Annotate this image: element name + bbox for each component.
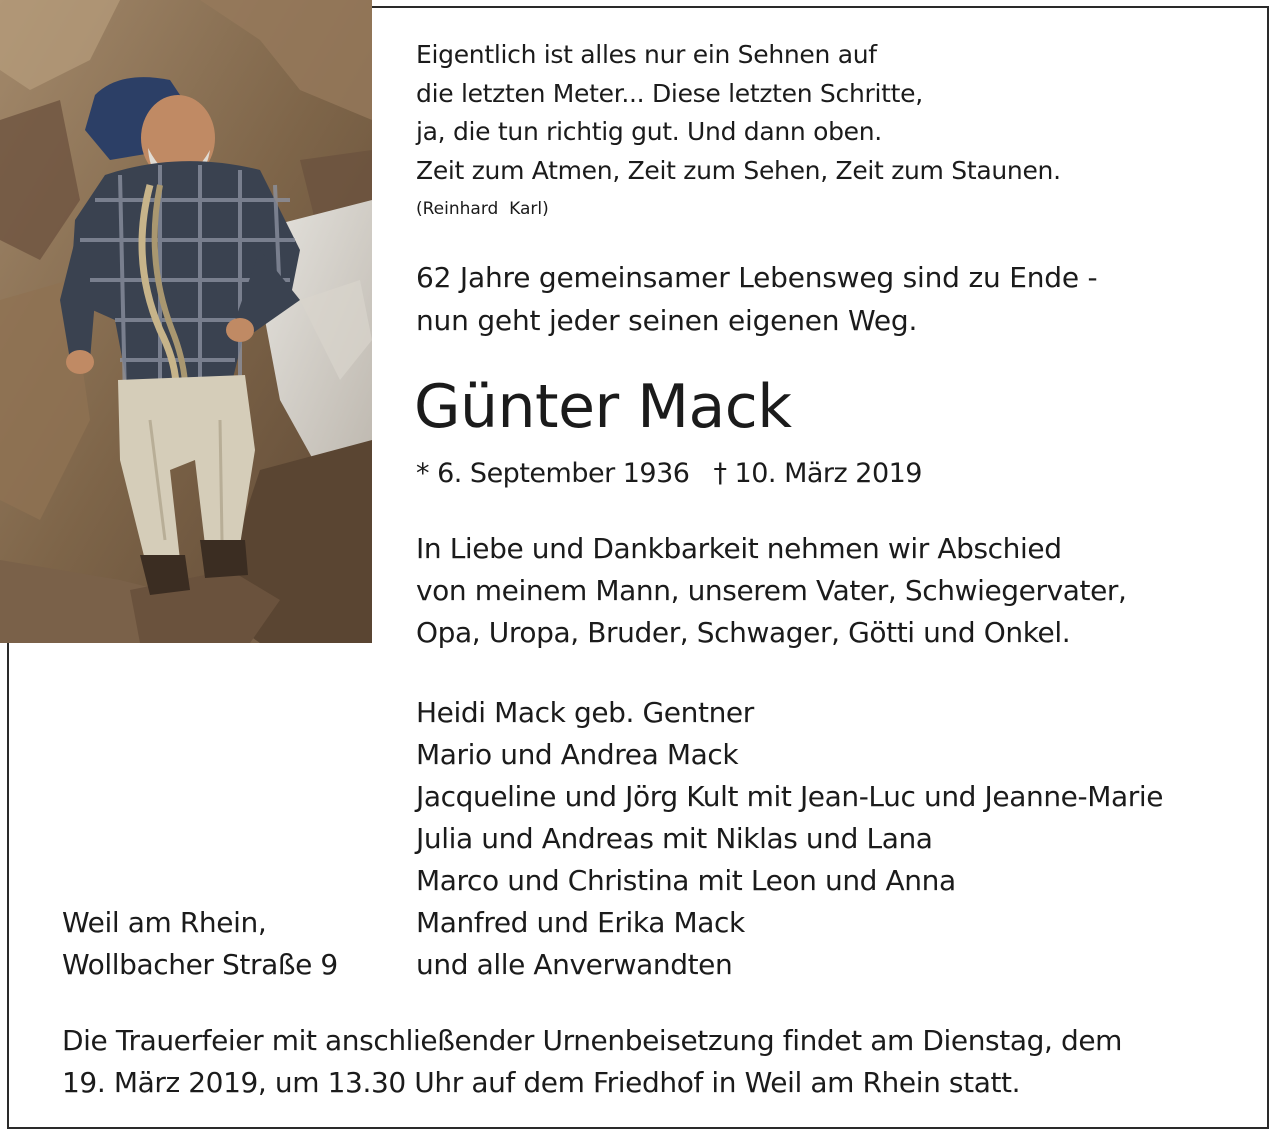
- death-date: † 10. März 2019: [713, 458, 922, 489]
- address-street: Wollbacher Straße 9: [62, 948, 338, 981]
- farewell-line: In Liebe und Dankbarkeit nehmen wir Abschied: [416, 532, 1062, 565]
- quote-line: Zeit zum Atmen, Zeit zum Sehen, Zeit zum Staunen.: [416, 155, 1061, 185]
- mourners-list: [416, 692, 1163, 986]
- farewell-text: [416, 528, 1127, 654]
- farewell-line: Opa, Uropa, Bruder, Schwager, Götti und Onkel.: [416, 616, 1071, 649]
- mourner-entry: und alle Anverwandten: [416, 948, 733, 981]
- journey-line: 62 Jahre gemeinsamer Lebensweg sind zu Ende -: [416, 261, 1098, 294]
- mourner-entry: Marco und Christina mit Leon und Anna: [416, 864, 956, 897]
- journey-line: nun geht jeder seinen eigenen Weg.: [416, 304, 918, 337]
- birth-date: * 6. September 1936: [416, 458, 690, 489]
- life-dates: [416, 455, 922, 493]
- quote-line: ja, die tun richtig gut. Und dann oben.: [416, 117, 882, 146]
- funeral-service-info: [62, 1020, 1122, 1104]
- mourner-entry: Julia und Andreas mit Niklas und Lana: [416, 822, 933, 855]
- farewell-line: von meinem Mann, unserem Vater, Schwiegervater,: [416, 574, 1127, 607]
- service-line: Die Trauerfeier mit anschließender Urnenbeisetzung findet am Dienstag, dem: [62, 1024, 1123, 1057]
- quote: [416, 36, 1256, 190]
- mourner-entry: Manfred und Erika Mack: [416, 906, 745, 939]
- mourner-entry: Mario und Andrea Mack: [416, 738, 739, 771]
- mourner-entry: Jacqueline und Jörg Kult mit Jean-Luc und Jeanne-Marie: [416, 780, 1164, 813]
- quote-line: die letzten Meter... Diese letzten Schritte,: [416, 78, 923, 108]
- deceased-name: Günter Mack: [414, 372, 792, 442]
- portrait-photo: [0, 0, 372, 643]
- family-address: [62, 902, 338, 986]
- quote-attribution: (Reinhard Karl): [416, 199, 549, 219]
- mourner-entry: Heidi Mack geb. Gentner: [416, 696, 754, 729]
- address-city: Weil am Rhein,: [62, 906, 267, 939]
- quote-line: Eigentlich ist alles nur ein Sehnen auf: [416, 40, 877, 69]
- journey-text: [416, 256, 1097, 342]
- hiker-photo-illustration: [0, 0, 372, 643]
- service-line: 19. März 2019, um 13.30 Uhr auf dem Friedhof in Weil am Rhein statt.: [62, 1066, 1021, 1099]
